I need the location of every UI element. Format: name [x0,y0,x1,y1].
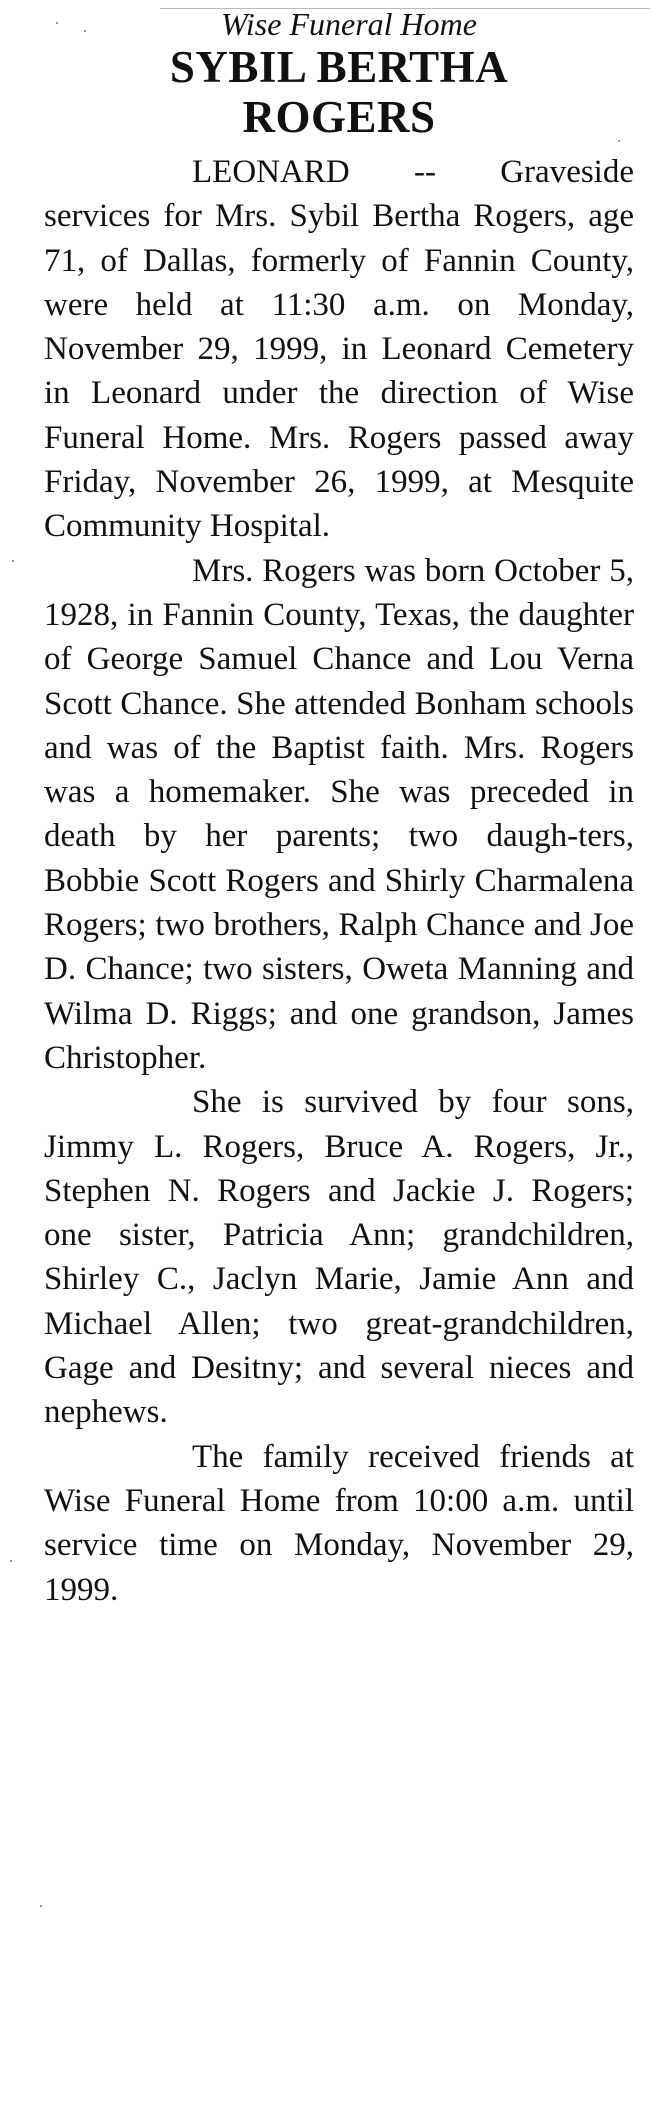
scan-speck [40,1905,42,1907]
scan-speck [10,1560,12,1562]
deceased-name-line-1: SYBIL BERTHA [169,42,509,92]
obituary-body [44,150,634,1612]
scan-speck [12,560,14,562]
deceased-name-line-2: ROGERS [242,92,436,142]
funeral-home-source: Wise Funeral Home [221,6,477,42]
obituary-clipping [44,6,634,1612]
obituary-paragraph-services: LEONARD -- Graveside services for Mrs. Sybil Bertha Rogers, age 71, of Dallas, formerly of Fannin County, were held at 11:30 a.m. on Monday, November 29, 1999, in Leonard Cemetery in Leonard under the direction of Wise Funeral Home. Mrs. Rogers passed away Friday, November 26, 1999, at Mesquite Community Hospital. [44,154,634,545]
obituary-paragraph-biography: Mrs. Rogers was born October 5, 1928, in Fannin County, Texas, the daughter of George Samuel Chance and Lou Verna Scott Chance. She attended Bonham schools and was of the Baptist faith. Mrs. Rogers was a homemaker. She was preceded in death by her parents; two daugh-ters, Bobbie Scott Rogers and Shirly Charmalena Rogers; two brothers, Ralph Chance and Joe D. Chance; two sisters, Oweta Manning and Wilma D. Riggs; and one grandson, James Christopher. [44,552,634,1076]
obituary-paragraph-survivors: She is survived by four sons, Jimmy L. Rogers, Bruce A. Rogers, Jr., Stephen N. Rogers and Jackie J. Rogers; one sister, Patricia Ann; grandchildren, Shirley C., Jaclyn Marie, Jamie Ann and Michael Allen; two great-grandchildren, Gage and Desitny; and several nieces and nephews. [44,1084,634,1431]
obituary-paragraph-visitation: The family received friends at Wise Funeral Home from 10:00 a.m. until service time on Monday, November 29, 1999. [44,1438,634,1608]
